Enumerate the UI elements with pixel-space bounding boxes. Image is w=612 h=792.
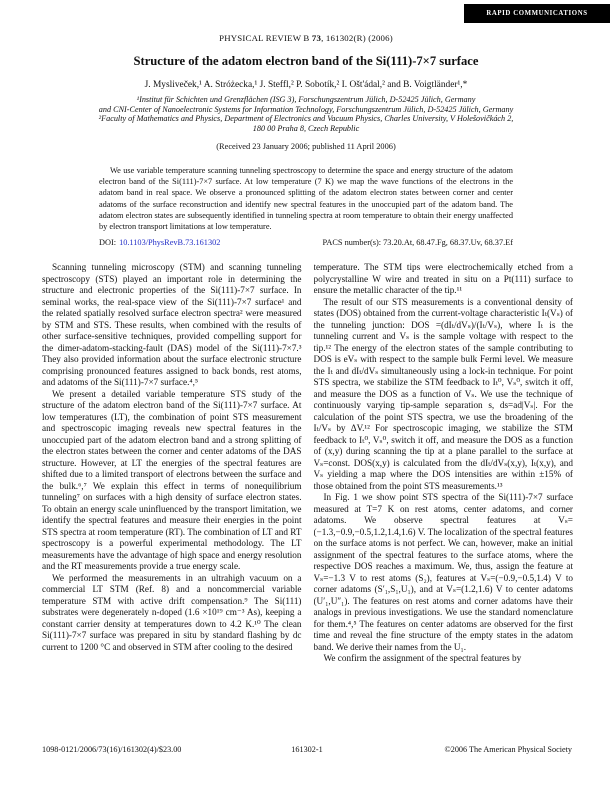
footer-copyright: ©2006 The American Physical Society [444,745,572,754]
right-column [314,262,574,742]
body-columns [42,262,573,742]
author-list: J. Mysliveček,¹ A. Stróżecka,¹ J. Steffl,² P. Sobotík,² I. Ošt'ádal,² and B. Voigtländer¹,* [144,80,468,90]
doi-group [99,238,220,247]
paragraph-fig1-results: In Fig. 1 we show point STS spectra of the Si(111)-7×7 surface measured at T=7 K on rest atoms, center adatoms, and corner adatoms. We observe spectral features at Vₛ=(−1.3,−0.9,−0.5,1.2,1.4,1.6) V. The localization of the spectral features on the surface atoms is not perfect. We can, however, make an initial assignment of the spectral features to the surface atoms, where the respective DOS reaches a maximum. We, thus, assign the feature at Vₛ=−1.3 V to rest atoms (S₂), features at Vₛ=(−0.9,−0.5,1.4) V to corner adatoms (S′₁,S₁,U₁), and at Vₛ=(1.2,1.6) V to center adatoms (U′₁,U″₁). The features on rest atoms and corner adatoms have their analogs in previous investigations. We use the standard nomenclature for them.⁴,⁵ The features on center adatoms are observed for the first time and reveal the fine structure of the empty states in the adatom band. We derive their names from the U₁. [313,492,573,652]
paragraph-intro: Scanning tunneling microscopy (STM) and scanning tunneling spectroscopy (STS) played an important role in determining the structure and electronic properties of the Si(111)-7×7 surface. In seminal works, the real-space view of the Si(111)-7×7 surface¹ and the related spatially resolved surface electron spectra² were measured by STM and STS. These results, when combined with the results of other surface-sensitive techniques, provided compelling support for the dimer-adatom-stacking-fault (DAS) model of the Si(111)-7×7.³ They also provided information about the surface electronic structure comprising pronounced features assigned to back bonds, rest atoms, and adatoms of the Si(111)-7×7 surface.⁴,⁵ [42,262,302,387]
doi-link[interactable]: 10.1103/PhysRevB.73.161302 [119,238,221,247]
footer-issn-price: 1098-0121/2006/73(16)/161302(4)/$23.00 [42,745,182,754]
affiliation-line-3: ²Faculty of Mathematics and Physics, Department of Electronics and Vacuum Physics, Charles University, V Holešovičkách 2, [98,114,514,124]
received-line: (Received 23 January 2006; published 11 April 2006) [216,142,396,151]
page-footer [42,745,572,754]
affiliation-line-2: and CNI-Center of Nanoelectronic Systems for Information Technology, Forschungszentrum Jülich, D-52425 Jülich, Germany [98,104,514,114]
abstract-text: We use variable temperature scanning tunneling spectroscopy to determine the space and energy structure of the adatom electron band of the Si(111)-7×7 surface. At low temperature (7 K) we map the wave functions of the electrons in the adatom band in real space. We observe a pronounced splitting of the adatom electron states between corner and center adatoms of the surface reconstruction and identify new spectral features in the unoccupied part of the adatom band. The adatom electron states are subsequently identified in tunneling spectra at room temperature to obtain their energy unaffected by electron transport limitations at low temperature. [99,166,513,232]
paragraph-confirmation: We confirm the assignment of the spectral features by [323,653,522,663]
footer-page-number: 161302-1 [291,745,323,754]
left-column [42,262,302,742]
doi-pacs-row [99,238,513,247]
journal-header [0,33,612,43]
paragraph-study-overview: We present a detailed variable temperature STS study of the structure of the adatom electron band of the Si(111)-7×7 surface. At low temperatures (LT), the combination of point STS measurement and spectroscopic imaging reveals new spectral features in the unoccupied part of the adatom electron band and a strong splitting of the electron states between the corner and center adatoms of the DAS structure. However, at LT the energies of the spectral features are shifted due to a limited transport of electrons between the surface and the bulk.⁶,⁷ We explain this effect in terms of nonequilibrium tunneling⁷ on surfaces with a high density of surface electron states. To obtain an energy scale uninfluenced by the transport limitation, we identify the spectral features and measure their energies in the point STS spectra at room temperature (RT). The combination of LT and RT spectroscopy is a powerful experimental methodology. The LT measurements have the advantage of high space and energy resolution and the RT measurements provide a true energy scale. [42,388,302,571]
rapid-communications-banner [464,4,610,23]
paper-title: Structure of the adatom electron band of the Si(111)-7×7 surface [133,54,479,68]
paragraph-setup-continued: temperature. The STM tips were electrochemically etched from a polycrystalline W wire and treated in situ on a Pt(111) surface to ensure the metallic character of the tip.¹¹ [313,262,573,295]
paragraph-experimental-setup: We performed the measurements in an ultrahigh vacuum on a commercial LT STM (Ref. 8) and a noncommercial variable temperature STM with active drift compensation.⁹ The Si(111) substrates were degenerately n-doped (1.6 ×10¹⁹ cm⁻³ As), keeping a constant carrier density at temperatures down to 4.2 K.¹⁰ The clean Si(111)-7×7 surface was prepared in situ by standard flashing by dc current to 1200 °C and observed in STM after cooling to the desired [42,572,302,652]
paragraph-sts-method: The result of our STS measurements is a conventional density of states (DOS) obtained from the current-voltage characteristic Iₜ(Vₛ) of the tunneling junction: DOS =(dIₜ/dVₛ)/(Iₜ/Vₛ), where Iₜ is the tunneling current and Vₛ is the sample voltage with respect to the tip.¹² The energy of the electron states of the sample contributing to DOS is eVₛ with respect to the sample bulk Fermi level. We measure the Iₜ and dIₜ/dVₛ simultaneously using a lock-in technique. For point STS spectra, we stabilize the STM feedback to Iₜ⁰, Vₛ⁰, switch it off, and measure the DOS as a function of Vₛ. We use the technique of continuously varying tip-sample separation s, ds=ad|Vₛ|. For the calculation of the point STS spectra, we use the broadening of the Iₜ/Vₛ by ΔV.¹² For spectroscopic imaging, we stabilize the STM feedback to Iₜ⁰, Vₛ⁰, switch it off, and measure the DOS as a function of (x,y) during scanning the tip at a plane parallel to the surface at Vₛ=const. DOS(x,y) is calculated from the dIₜ/dVₛ(x,y), Iₜ(x,y), and Vₛ yielding a map where the DOS intensities are within ±15% of those obtained from the point STS measurements.¹³ [313,296,573,491]
affiliation-line-1: ¹Institut für Schichten und Grenzflächen (ISG 3), Forschungszentrum Jülich, D-52425 Jülich, Germany [136,95,476,104]
affiliation-line-4: 180 00 Praha 8, Czech Republic [252,123,360,133]
journal-name: PHYSICAL REVIEW B [219,33,312,43]
banner-label: RAPID COMMUNICATIONS [486,10,588,17]
affiliations-block [20,95,592,133]
doi-label: DOI: [99,238,117,247]
journal-volume: 73 [311,33,322,43]
journal-issue-info: , 161302(R) (2006) [321,33,393,43]
pacs-numbers: PACS number(s): 73.20.At, 68.47.Fg, 68.37.Uv, 68.37.Ef [322,238,513,247]
